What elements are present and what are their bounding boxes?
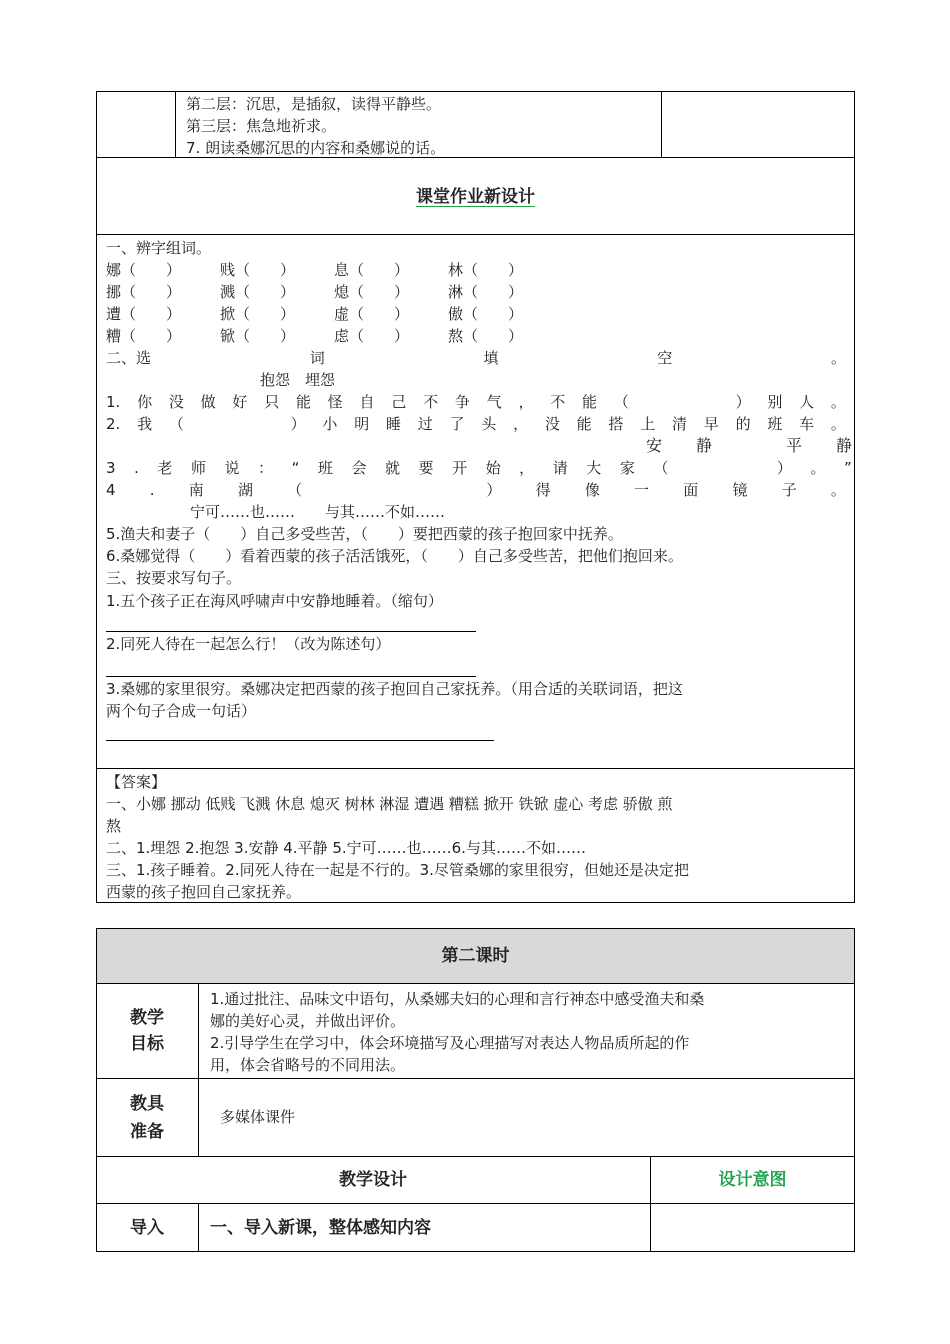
text-piece: 没 (168, 393, 184, 411)
answers-divider (96, 768, 855, 769)
char-cell: 锨（ ） (220, 327, 296, 345)
text-piece: 面 (683, 481, 699, 499)
text-piece: 1. (106, 393, 121, 411)
text-piece: 平 (785, 436, 802, 455)
text-piece: 要 (418, 459, 434, 477)
lesson2-col-divider-label (198, 983, 199, 1156)
text-piece: 大 (586, 459, 602, 477)
text-piece: 。 (830, 415, 846, 433)
text-piece: 气 (486, 393, 502, 411)
text-piece: ） (290, 415, 306, 433)
tools-label-2: 准备 (130, 1122, 164, 1142)
char-row-1 (106, 260, 523, 280)
goal-line-2: 娜的美好心灵，并做出评价。 (210, 1012, 406, 1030)
text-piece: 老 (157, 459, 173, 477)
char-cell: 淋（ ） (448, 283, 524, 301)
text-piece: 能 (582, 393, 598, 411)
text-piece: 2. (106, 415, 121, 433)
text-piece: 车 (799, 415, 815, 433)
text-piece: 得 (535, 481, 551, 499)
section1-title: 一、辨字组词。 (106, 239, 212, 257)
top-line-3: 7. 朗读桑娜沉思的内容和桑娜说的话。 (186, 139, 446, 157)
lesson2-row-divider-1 (96, 983, 855, 984)
text-piece: 己 (391, 393, 407, 411)
text-piece: ” (844, 459, 852, 477)
text-piece: 始 (485, 459, 501, 477)
tools-label-1: 教具 (130, 1094, 164, 1114)
text-piece: ） (776, 459, 792, 477)
answer-line-3[interactable] (106, 740, 494, 741)
text-piece: 你 (137, 393, 153, 411)
answer-1b: 熬 (106, 817, 122, 835)
intent-header: 设计意图 (718, 1170, 787, 1190)
top-table-divider-left (175, 91, 176, 158)
top-line-2: 第三层：焦急地祈求。 (186, 117, 337, 135)
char-cell: 息（ ） (334, 261, 410, 279)
lesson2-row-divider-4 (96, 1203, 855, 1204)
text-piece: 。 (830, 481, 846, 499)
text-piece: 的 (735, 415, 751, 433)
text-piece: ） (486, 481, 502, 499)
lesson2-col-divider-label-2 (198, 1203, 199, 1252)
text-piece: 没 (544, 415, 560, 433)
char-row-3 (106, 304, 523, 324)
char-cell: 贱（ ） (220, 261, 296, 279)
text-piece: 只 (264, 393, 280, 411)
text-piece: 家 (619, 459, 635, 477)
answer-3a: 三、1.孩子睡着。2.同死人待在一起是不行的。3.尽管桑娜的家里很穷，但她还是决定把 (106, 861, 689, 879)
sentence-task-2: 2.同死人待在一起怎么行！（改为陈述句） (106, 635, 391, 653)
text-piece: ） (735, 393, 751, 411)
text-piece: 清 (672, 415, 688, 433)
goal-line-3: 2.引导学生在学习中，体会环境描写及心理描写对表达人物品质所起的作 (210, 1034, 690, 1052)
word-pair-3: 宁可……也…… 与其……不如…… (190, 503, 446, 521)
question-3 (106, 458, 852, 478)
text-piece: 怪 (327, 393, 343, 411)
text-piece: 上 (640, 415, 656, 433)
question-6: 6.桑娜觉得（ ）看着西蒙的孩子活活饿死，（ ）自己多受些苦，把他们抱回来。 (106, 547, 683, 565)
answer-1a: 一、小娜 挪动 低贱 飞溅 休息 熄灭 树林 淋湿 遭遇 糟糕 掀开 铁锨 虚心 考虑 骄傲 煎 (106, 795, 673, 813)
question-1 (106, 392, 846, 412)
text-piece: 静 (695, 436, 712, 455)
text-piece: 不 (550, 393, 566, 411)
char-cell: 虚（ ） (334, 305, 410, 323)
text-piece: 别 (767, 393, 783, 411)
text-piece: 早 (703, 415, 719, 433)
char-cell: 糟（ ） (106, 327, 182, 345)
text-piece: 做 (200, 393, 216, 411)
homework-title: 课堂作业新设计 (416, 187, 535, 207)
text-piece: 小 (322, 415, 338, 433)
text-piece: 湖 (237, 481, 253, 499)
text-piece: 填 (483, 349, 499, 367)
text-piece: 镜 (732, 481, 748, 499)
text-piece: （ (653, 459, 669, 477)
tools-value: 多媒体课件 (220, 1108, 296, 1126)
text-piece: 师 (190, 459, 206, 477)
char-cell: 林（ ） (448, 261, 524, 279)
text-piece: ， (513, 415, 529, 433)
text-piece: 好 (232, 393, 248, 411)
sentence-task-3a: 3.桑娜的家里很穷。桑娜决定把西蒙的孩子抱回自己家抚养。（用合适的关联词语，把这 (106, 680, 683, 698)
text-piece: 争 (454, 393, 470, 411)
text-piece: “ (291, 459, 300, 477)
char-cell: 溅（ ） (220, 283, 296, 301)
answer-line-2[interactable] (106, 676, 476, 677)
goal-line-1: 1.通过批注、品味文中语句，从桑娜夫妇的心理和言行神态中感受渔夫和桑 (210, 990, 705, 1008)
char-cell: 挪（ ） (106, 283, 182, 301)
goal-line-4: 用，体会省略号的不同用法。 (210, 1056, 406, 1074)
text-piece: ： (258, 459, 274, 477)
word-pair-2 (646, 436, 852, 456)
text-piece: 班 (767, 415, 783, 433)
text-piece: 睡 (385, 415, 401, 433)
text-piece: 搭 (608, 415, 624, 433)
design-header: 教学设计 (339, 1170, 407, 1190)
text-piece: 就 (384, 459, 400, 477)
text-piece: （ (287, 481, 303, 499)
text-piece: 能 (576, 415, 592, 433)
text-piece: . (149, 481, 155, 499)
sentence-task-1: 1.五个孩子正在海风呼啸声中安静地睡着。（缩句） (106, 592, 443, 610)
intro-label: 导入 (130, 1218, 164, 1238)
word-pair-1: 抱怨 埋怨 (260, 371, 336, 389)
answer-3b: 西蒙的孩子抱回自己家抚养。 (106, 883, 302, 901)
text-piece: 静 (835, 436, 852, 455)
question-2 (106, 414, 846, 434)
text-piece: 说 (224, 459, 240, 477)
text-piece: 不 (423, 393, 439, 411)
text-piece: ， (519, 459, 535, 477)
char-cell: 熬（ ） (448, 327, 524, 345)
text-piece: 开 (452, 459, 468, 477)
char-cell: 娜（ ） (106, 261, 182, 279)
lesson2-row-divider-2 (96, 1078, 855, 1079)
text-piece: 能 (295, 393, 311, 411)
section2-title (106, 348, 846, 368)
text-piece: 头 (481, 415, 497, 433)
answer-line-1[interactable] (106, 631, 476, 632)
text-piece: 二、选 (106, 349, 152, 367)
text-piece: 4 (106, 481, 116, 499)
text-piece: ， (518, 393, 534, 411)
text-piece: 南 (188, 481, 204, 499)
text-piece: 安 (646, 436, 663, 455)
text-piece: . (134, 459, 139, 477)
text-piece: 。 (830, 349, 846, 367)
text-piece: 班 (317, 459, 333, 477)
top-table-divider-right (661, 91, 662, 158)
text-piece: 像 (584, 481, 600, 499)
lesson2-title: 第二课时 (441, 946, 510, 966)
section3-title: 三、按要求写句子。 (106, 569, 242, 587)
char-cell: 虑（ ） (334, 327, 410, 345)
char-cell: 遭（ ） (106, 305, 182, 323)
top-line-1: 第二层：沉思，是插叙，读得平静些。 (186, 95, 442, 113)
text-piece: 词 (309, 349, 325, 367)
text-piece: 人 (799, 393, 815, 411)
char-cell: 傲（ ） (448, 305, 524, 323)
goal-label-1: 教学 (130, 1008, 164, 1028)
text-piece: 。 (830, 393, 846, 411)
text-piece: 空 (657, 349, 673, 367)
intro-value: 一、导入新课，整体感知内容 (210, 1218, 431, 1238)
text-piece: 子 (781, 481, 797, 499)
text-piece: 一 (634, 481, 650, 499)
char-cell: 熄（ ） (334, 283, 410, 301)
text-piece: 了 (449, 415, 465, 433)
goal-label-2: 目标 (130, 1034, 164, 1054)
answers-title: 【答案】 (106, 773, 167, 791)
text-piece: 过 (417, 415, 433, 433)
text-piece: 我 (137, 415, 153, 433)
text-piece: 请 (552, 459, 568, 477)
question-5: 5.渔夫和妻子（ ）自己多受些苦，（ ）要把西蒙的孩子抱回家中抚养。 (106, 525, 623, 543)
text-piece: （ (613, 393, 629, 411)
text-piece: （ (168, 415, 184, 433)
char-row-2 (106, 282, 523, 302)
question-4 (106, 480, 846, 500)
homework-title-divider (96, 234, 855, 235)
lesson2-row-divider-3 (96, 1156, 855, 1157)
text-piece: 自 (359, 393, 375, 411)
answer-2: 二、1.埋怨 2.抱怨 3.安静 4.平静 5.宁可……也……6.与其……不如…… (106, 839, 586, 857)
char-cell: 掀（ ） (220, 305, 296, 323)
text-piece: 3 (106, 459, 116, 477)
text-piece: 明 (354, 415, 370, 433)
char-row-4 (106, 326, 523, 346)
sentence-task-3b: 两个句子合成一句话） (106, 702, 257, 720)
text-piece: 。 (810, 459, 826, 477)
text-piece: 会 (351, 459, 367, 477)
